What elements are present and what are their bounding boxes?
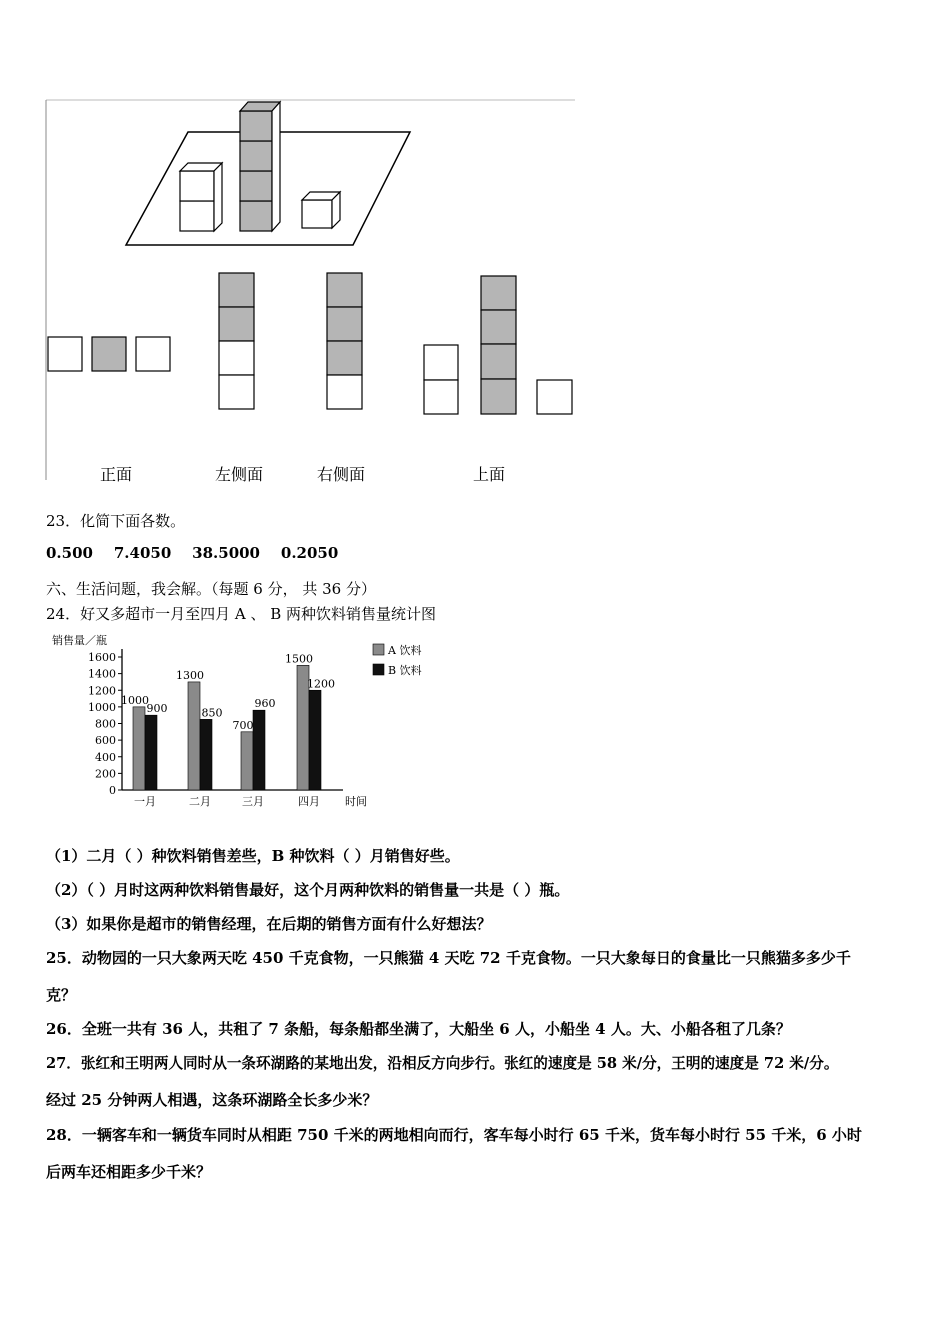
sales-bar-chart xyxy=(48,630,448,815)
cube-single-right xyxy=(302,192,340,228)
legend-swatch-a xyxy=(373,644,384,655)
x-tick-label: 三月 xyxy=(242,795,264,808)
bar-value-label: 1300 xyxy=(176,668,204,682)
q27-line1: 27．张红和王明两人同时从一条环湖路的某地出发，沿相反方向步行。张红的速度是 58 米/分，王明的速度是 72 米/分。 xyxy=(46,1055,839,1072)
legend-label-a: A 饮料 xyxy=(388,644,422,657)
x-tick-label: 四月 xyxy=(298,795,320,808)
bar-b xyxy=(253,710,265,790)
view-left-side xyxy=(219,273,254,409)
y-tick-label: 800 xyxy=(95,717,116,731)
q24-sub2: （2）（ ）月时这两种饮料销售最好，这个月两种饮料的销售量一共是（ ）瓶。 xyxy=(46,881,570,899)
bar-b xyxy=(200,719,212,790)
view-label-front: 正面 xyxy=(100,465,133,484)
bar-value-label: 960 xyxy=(254,697,276,711)
bar-value-label: 1500 xyxy=(285,652,313,666)
q28-line2: 后两车还相距多少千米？ xyxy=(46,1163,212,1181)
q26: 26．全班一共有 36 人，共租了 7 条船，每条船都坐满了，大船坐 6 人，小船坐 4 人。大、小船各租了几条？ xyxy=(46,1020,791,1038)
bar-value-label: 700 xyxy=(232,718,254,732)
bar-a xyxy=(188,682,200,790)
q25-line2: 克？ xyxy=(46,986,77,1004)
y-tick-label: 0 xyxy=(109,784,116,797)
view-front xyxy=(48,337,170,371)
y-tick-label: 1400 xyxy=(88,667,116,681)
q25-line1: 25．动物园的一只大象两天吃 450 千克食物，一只熊猫 4 天吃 72 千克食物。一只大象每日的食量比一只熊猫多多少千 xyxy=(46,949,851,967)
y-tick-label: 200 xyxy=(95,767,116,781)
cube-stack-left xyxy=(180,163,222,231)
q24-sub3: （3）如果你是超市的销售经理，在后期的销售方面有什么好想法？ xyxy=(46,915,492,933)
x-tick-label: 一月 xyxy=(134,795,156,808)
section-6-heading: 六、生活问题，我会解。（每题 6 分， 共 36 分） xyxy=(46,580,376,598)
cube-stack-middle xyxy=(240,102,280,231)
y-tick-label: 400 xyxy=(95,750,116,764)
bar-value-label: 1200 xyxy=(307,677,335,691)
legend-swatch-b xyxy=(373,664,384,675)
x-tick-label: 二月 xyxy=(189,795,211,808)
y-axis-label: 销售量／瓶 xyxy=(52,634,107,647)
x-axis-label: 时间 xyxy=(345,795,367,808)
bar-b xyxy=(145,715,157,790)
view-label-right: 右侧面 xyxy=(317,465,366,484)
view-label-left: 左侧面 xyxy=(215,465,264,484)
y-tick-label: 600 xyxy=(95,734,116,748)
y-tick-label: 1200 xyxy=(88,684,116,698)
bar-value-label: 850 xyxy=(201,706,223,720)
bar-a xyxy=(133,707,145,790)
q23-numbers: 0.500 7.4050 38.5000 0.2050 xyxy=(46,544,339,562)
bar-value-label: 900 xyxy=(146,702,168,716)
view-right-side xyxy=(327,273,362,409)
view-label-top: 上面 xyxy=(473,465,506,484)
q24-title: 24．好又多超市一月至四月 A 、 B 两种饮料销售量统计图 xyxy=(46,605,437,623)
bar-value-label: 1000 xyxy=(121,693,149,707)
cube-figure xyxy=(40,95,580,490)
q27-line2: 经过 25 分钟两人相遇，这条环湖路全长多少米？ xyxy=(46,1091,378,1109)
legend-label-b: B 饮料 xyxy=(388,664,422,677)
bar-a xyxy=(241,732,253,790)
q28-line1: 28．一辆客车和一辆货车同时从相距 750 千米的两地相向而行，客车每小时行 65 千米，货车每小时行 55 千米，6 小时 xyxy=(46,1126,862,1144)
q24-sub1: （1）二月（ ）种饮料销售差些，B 种饮料（ ）月销售好些。 xyxy=(46,847,460,865)
y-tick-label: 1600 xyxy=(88,651,116,664)
view-top xyxy=(424,276,572,414)
bar-b xyxy=(309,690,321,790)
y-tick-label: 1000 xyxy=(88,700,116,714)
q23-title: 23．化简下面各数。 xyxy=(46,512,186,530)
